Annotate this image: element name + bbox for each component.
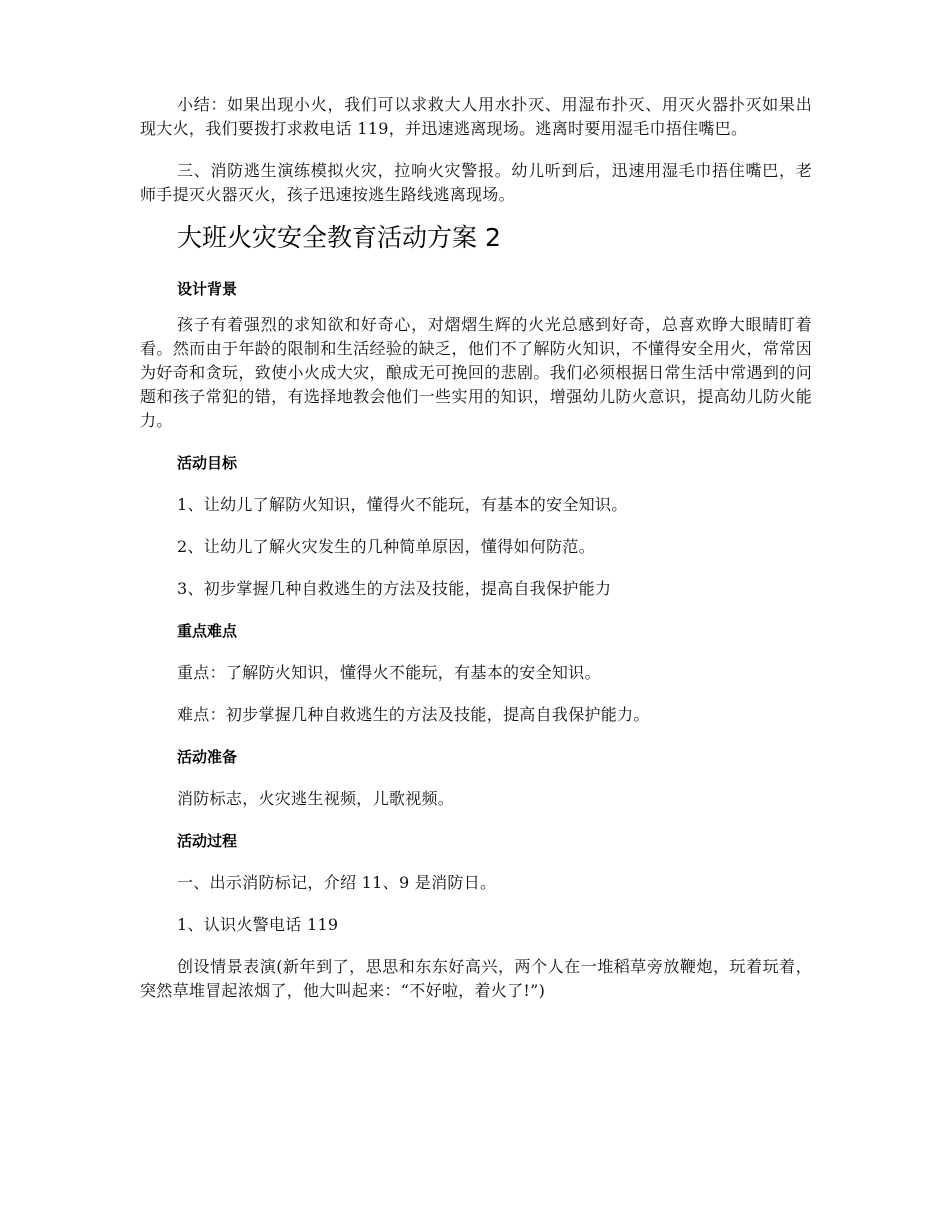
- focus-paragraph: 重点：了解防火知识，懂得火不能玩，有基本的安全知识。: [177, 663, 601, 682]
- drill-paragraph: 三、消防逃生演练模拟火灾，拉响火灾警报。幼儿听到后，迅速用湿毛巾捂住嘴巴，老师手提灭火器灭火，孩子迅速按逃生路线逃离现场。: [140, 161, 812, 204]
- background-heading: 设计背景: [177, 280, 238, 298]
- goal-item-3: 3、初步掌握几种自救逃生的方法及技能，提高自我保护能力: [177, 579, 612, 598]
- key-points-heading: 重点难点: [177, 622, 238, 640]
- document-title: 大班火灾安全教育活动方案 2: [177, 223, 501, 252]
- scene-paragraph: 创设情景表演(新年到了，思思和东东好高兴，两个人在一堆稻草旁放鞭炮，玩着玩着，突然草堆冒起浓烟了，他大叫起来：“不好啦，着火了!”): [140, 957, 812, 1000]
- process-step-1-sub: 1、认识火警电话 119: [177, 915, 339, 934]
- preparation-paragraph: 消防标志，火灾逃生视频，儿歌视频。: [177, 789, 455, 808]
- process-step-1: 一、出示消防标记，介绍 11、9 是消防日。: [177, 873, 497, 892]
- goals-heading: 活动目标: [177, 454, 238, 472]
- background-paragraph: 孩子有着强烈的求知欲和好奇心，对熠熠生辉的火光总感到好奇，总喜欢睁大眼睛盯着看。然而由于年龄的限制和生活经验的缺乏，他们不了解防火知识，不懂得安全用火，常常因为好奇和贪玩，致使小火成大灾，酿成无可挽回的悲剧。我们必须根据日常生活中常遇到的问题和孩子常犯的错，有选择地教会他们一些实用的知识，增强幼儿防火意识，提高幼儿防火能力。: [140, 315, 812, 430]
- goal-item-1: 1、让幼儿了解防火知识，懂得火不能玩，有基本的安全知识。: [177, 495, 628, 514]
- goal-item-2: 2、让幼儿了解火灾发生的几种简单原因，懂得如何防范。: [177, 537, 595, 556]
- summary-paragraph: 小结：如果出现小火，我们可以求救大人用水扑灭、用湿布扑灭、用灭火器扑灭如果出现大火，我们要拨打求救电话 119，并迅速逃离现场。逃离时要用湿毛巾捂住嘴巴。: [140, 95, 812, 138]
- process-heading: 活动过程: [177, 832, 238, 850]
- document-page: [140, 93, 812, 1003]
- difficulty-paragraph: 难点：初步掌握几种自救逃生的方法及技能，提高自我保护能力。: [177, 705, 650, 724]
- preparation-heading: 活动准备: [177, 748, 238, 766]
